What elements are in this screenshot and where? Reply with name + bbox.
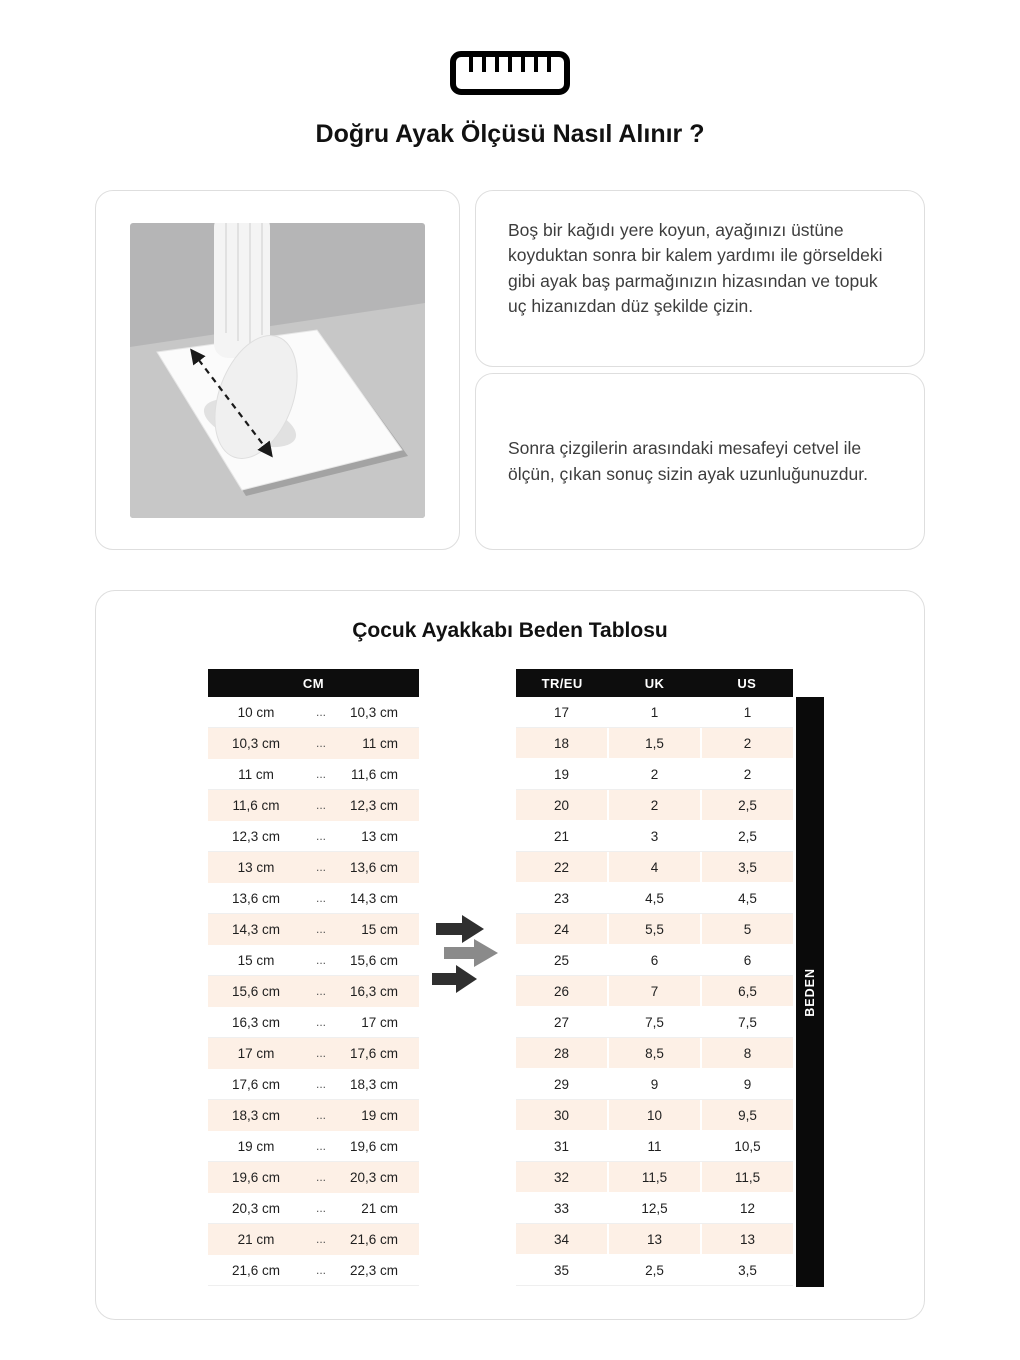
size-table-row: 35 2,5 3,5 — [516, 1255, 793, 1286]
cm-table-row: 11,6 cm ... 12,3 cm — [208, 790, 419, 821]
page-title: Doğru Ayak Ölçüsü Nasıl Alınır ? — [315, 120, 705, 148]
size-table-row: 32 11,5 11,5 — [516, 1162, 793, 1193]
cm-table-body — [208, 697, 419, 1286]
cm-table-row: 20,3 cm ... 21 cm — [208, 1193, 419, 1224]
size-table-row: 23 4,5 4,5 — [516, 883, 793, 914]
cm-table-row: 21,6 cm ... 22,3 cm — [208, 1255, 419, 1286]
size-table-row: 33 12,5 12 — [516, 1193, 793, 1224]
size-table-row: 29 9 9 — [516, 1069, 793, 1100]
cm-table-row: 12,3 cm ... 13 cm — [208, 821, 419, 852]
size-table-title: Çocuk Ayakkabı Beden Tablosu — [352, 619, 668, 642]
cm-table-row: 11 cm ... 11,6 cm — [208, 759, 419, 790]
size-table-row: 26 7 6,5 — [516, 976, 793, 1007]
cm-table-row: 10,3 cm ... 11 cm — [208, 728, 419, 759]
size-table-row: 18 1,5 2 — [516, 728, 793, 759]
cm-table-row: 17 cm ... 17,6 cm — [208, 1038, 419, 1069]
beden-side-bar — [796, 697, 824, 1287]
size-table — [516, 669, 793, 1286]
size-header-treu: TR/EU — [541, 675, 583, 691]
foot-on-paper-illustration — [130, 223, 425, 518]
cm-table-row: 15,6 cm ... 16,3 cm — [208, 976, 419, 1007]
size-table-row: 27 7,5 7,5 — [516, 1007, 793, 1038]
cm-table-row: 13 cm ... 13,6 cm — [208, 852, 419, 883]
size-header-us: US — [737, 675, 757, 691]
cm-table-row: 15 cm ... 15,6 cm — [208, 945, 419, 976]
cm-table-row: 18,3 cm ... 19 cm — [208, 1100, 419, 1131]
cm-table-row: 10 cm ... 10,3 cm — [208, 697, 419, 728]
instruction-step2-text: Sonra çizgilerin arasındaki mesafeyi cetvel ile ölçün, çıkan sonuç sizin ayak uzunluğunuzdur. — [508, 438, 868, 484]
size-table-row: 31 11 10,5 — [516, 1131, 793, 1162]
ruler-icon — [0, 50, 1020, 96]
size-table-row: 20 2 2,5 — [516, 790, 793, 821]
size-table-row: 30 10 9,5 — [516, 1100, 793, 1131]
double-arrow-icon — [430, 913, 508, 1004]
size-table-row: 34 13 13 — [516, 1224, 793, 1255]
cm-table-row: 19,6 cm ... 20,3 cm — [208, 1162, 419, 1193]
cm-table-row: 17,6 cm ... 18,3 cm — [208, 1069, 419, 1100]
instruction-card-2 — [475, 373, 925, 550]
cm-table — [208, 669, 419, 1286]
size-table-row: 19 2 2 — [516, 759, 793, 790]
cm-table-row: 19 cm ... 19,6 cm — [208, 1131, 419, 1162]
instruction-card-1 — [475, 190, 925, 367]
cm-table-row: 13,6 cm ... 14,3 cm — [208, 883, 419, 914]
cm-table-row: 16,3 cm ... 17 cm — [208, 1007, 419, 1038]
size-table-body — [516, 697, 793, 1286]
foot-measurement-photo — [130, 223, 425, 518]
size-header-uk: UK — [644, 675, 665, 691]
size-table-header — [516, 669, 793, 697]
size-table-row: 21 3 2,5 — [516, 821, 793, 852]
size-table-row: 25 6 6 — [516, 945, 793, 976]
size-table-row: 24 5,5 5 — [516, 914, 793, 945]
measurement-photo-card — [95, 190, 460, 550]
size-guide-box — [95, 590, 925, 1320]
cm-table-row: 21 cm ... 21,6 cm — [208, 1224, 419, 1255]
beden-label: BEDEN — [803, 967, 817, 1017]
size-table-row: 22 4 3,5 — [516, 852, 793, 883]
cm-table-header: CM — [208, 669, 419, 697]
size-table-row: 17 1 1 — [516, 697, 793, 728]
instruction-step1-text: Boş bir kağıdı yere koyun, ayağınızı üstüne koyduktan sonra bir kalem yardımı ile görseldeki gibi ayak baş parmağınızın hizasından ve topuk uç hizanızdan düz şekilde çizin. — [508, 220, 883, 317]
cm-table-row: 14,3 cm ... 15 cm — [208, 914, 419, 945]
size-table-row: 28 8,5 8 — [516, 1038, 793, 1069]
